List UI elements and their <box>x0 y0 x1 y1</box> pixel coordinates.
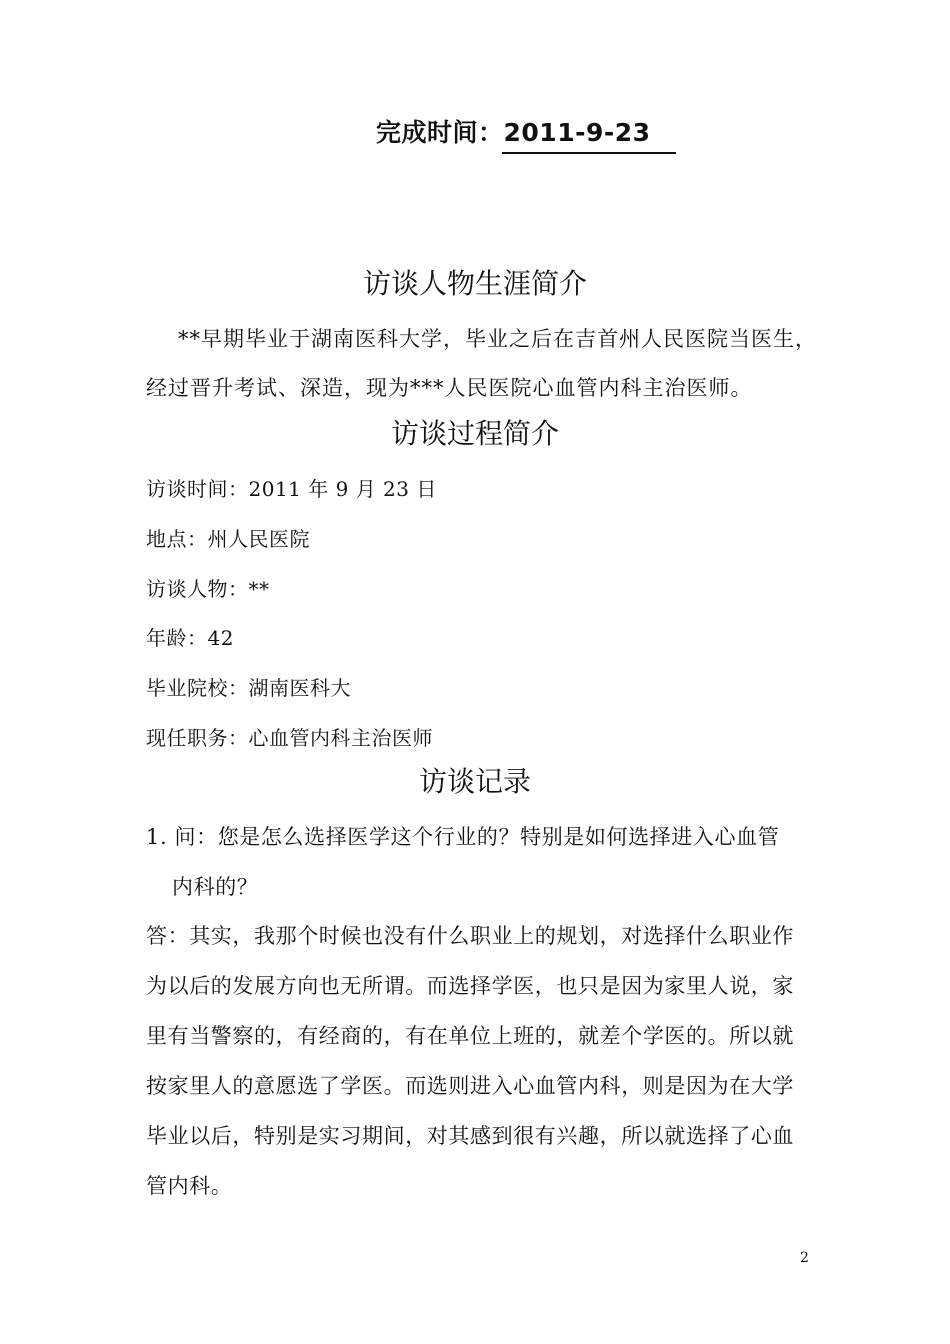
answer-line-1: 答：其实，我那个时候也没有什么职业上的规划，对选择什么职业作 <box>146 924 794 948</box>
question-line-2: 内科的？ <box>172 875 259 899</box>
completion-date: 2011-9-23 <box>503 118 651 147</box>
field-interview-time: 访谈时间：2011 年 9 月 23 日 <box>146 477 437 501</box>
record-heading: 访谈记录 <box>418 765 531 798</box>
date-underline <box>502 152 676 154</box>
question-line-1: 1. 问：您是怎么选择医学这个行业的？特别是如何选择进入心血管 <box>146 825 780 849</box>
answer-line-4: 按家里人的意愿选了学医。而选则进入心血管内科，则是因为在大学 <box>146 1074 794 1098</box>
page-number: 2 <box>800 1250 809 1266</box>
profile-line-1: **早期毕业于湖南医科大学，毕业之后在吉首州人民医院当医生， <box>178 327 817 351</box>
answer-line-3: 里有当警察的，有经商的，有在单位上班的，就差个学医的。所以就 <box>146 1024 794 1048</box>
completion-date-line <box>376 113 651 149</box>
profile-line-2: 经过晋升考试、深造，现为***人民医院心血管内科主治医师。 <box>146 376 753 400</box>
profile-heading: 访谈人物生涯简介 <box>362 267 587 300</box>
field-position: 现任职务：心血管内科主治医师 <box>146 726 433 750</box>
answer-line-5: 毕业以后，特别是实习期间，对其感到很有兴趣，所以就选择了心血 <box>146 1124 794 1148</box>
answer-line-6: 管内科。 <box>146 1174 233 1198</box>
answer-line-2: 为以后的发展方向也无所谓。而选择学医，也只是因为家里人说，家 <box>146 974 794 998</box>
field-interviewee: 访谈人物：** <box>146 577 270 601</box>
completion-label: 完成时间： <box>376 118 504 147</box>
field-school: 毕业院校：湖南医科大 <box>146 676 351 700</box>
field-location: 地点：州人民医院 <box>146 527 310 551</box>
process-heading: 访谈过程简介 <box>390 417 559 450</box>
field-age: 年龄：42 <box>146 626 234 650</box>
